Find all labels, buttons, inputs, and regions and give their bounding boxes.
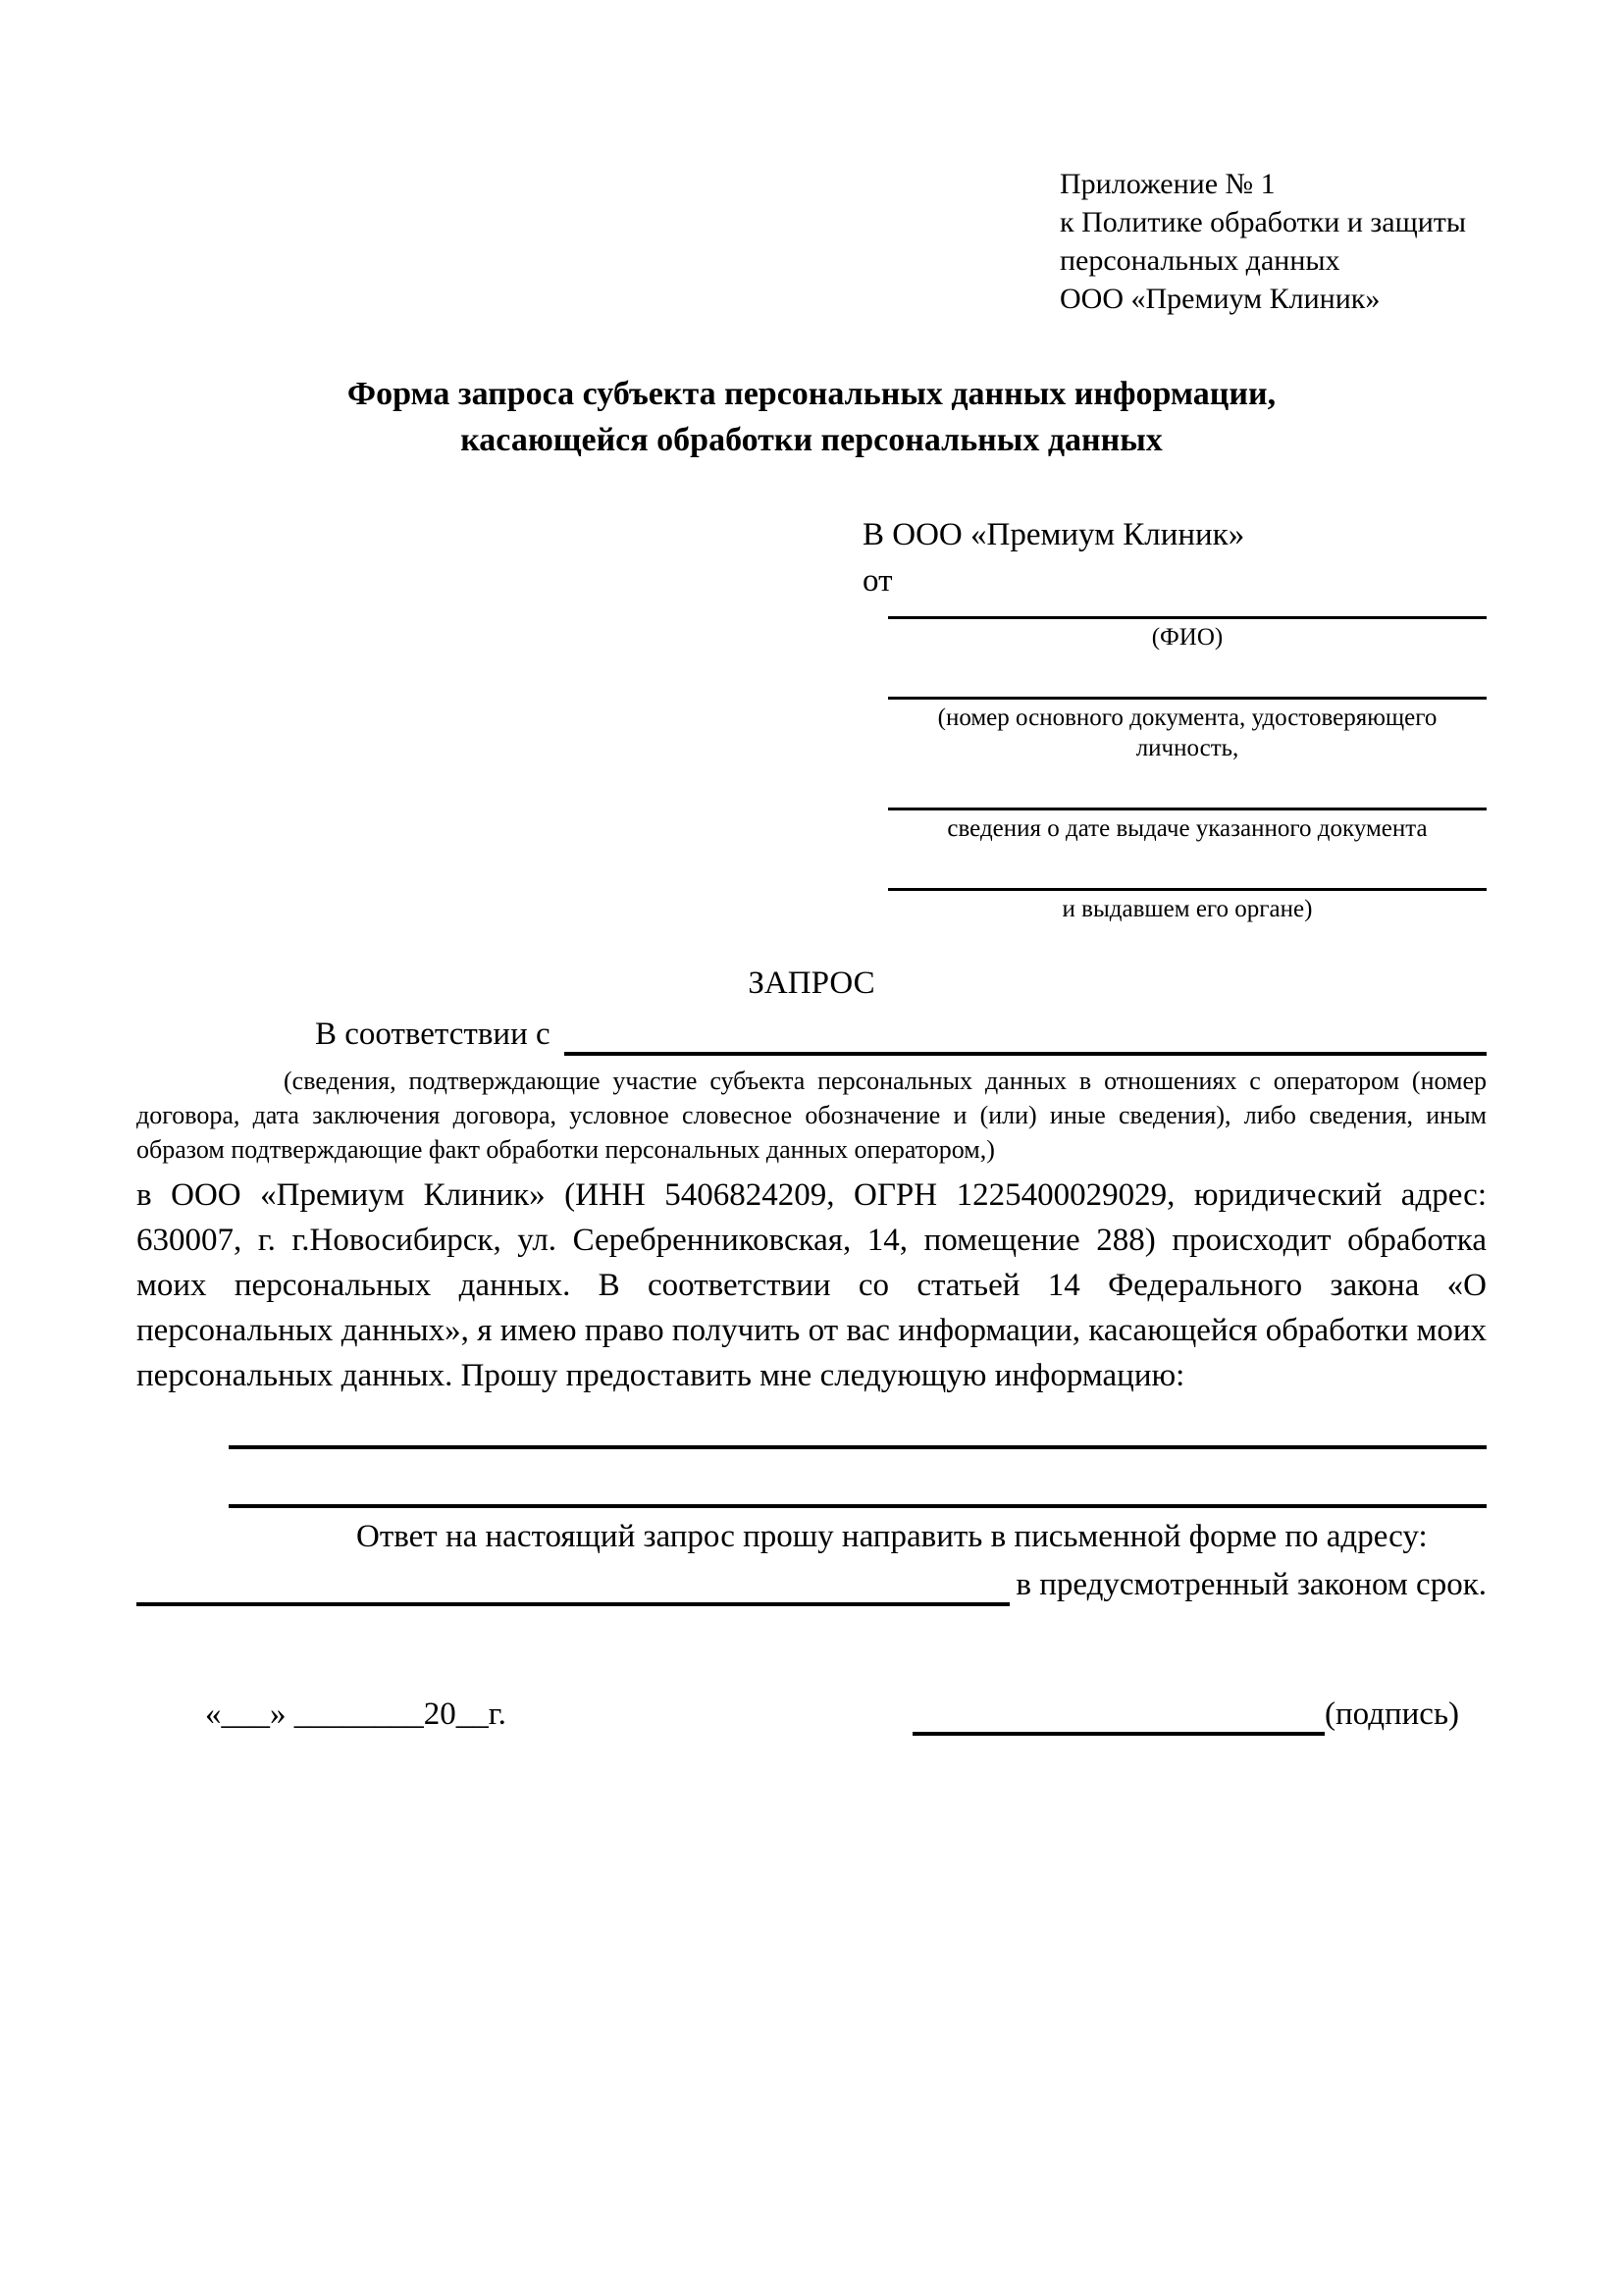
annex-line: Приложение № 1 (1060, 168, 1276, 200)
document-number-blank-line (888, 685, 1487, 700)
addressee-block (863, 512, 1487, 604)
reply-paragraph: Ответ на настоящий запрос прошу направить в письменной форме по адресу: (356, 1519, 1428, 1554)
document-title-line1: Форма запроса субъекта персональных данных информации, (346, 376, 1277, 412)
document-number-field (888, 685, 1487, 763)
addressee-from-label: от (863, 563, 893, 599)
issuing-authority-field (888, 876, 1487, 924)
addressee-to: В ООО «Премиум Клиник» (863, 517, 1245, 552)
issuing-authority-blank-line (888, 876, 1487, 891)
issue-date-field (888, 796, 1487, 844)
signature-row (136, 1693, 1487, 1736)
fio-blank-line (888, 604, 1487, 619)
lead-text: В соответствии с (315, 1017, 550, 1052)
issuing-authority-caption: и выдавшем его органе) (1062, 896, 1313, 922)
annex-line: к Политике обработки и защиты (1060, 206, 1467, 238)
address-blank-line (136, 1565, 1010, 1606)
signature-block (913, 1693, 1459, 1736)
request-heading: ЗАПРОС (748, 965, 875, 1001)
info-blank-line-2 (229, 1504, 1487, 1508)
signature-caption: (подпись) (1325, 1696, 1459, 1732)
reply-address-row (136, 1563, 1487, 1606)
annex-block (1060, 0, 1487, 318)
info-blank-line-1 (229, 1445, 1487, 1449)
lead-row (136, 1013, 1487, 1056)
reply-tail-text: в предусмотренный законом срок. (1016, 1567, 1487, 1602)
issue-date-caption: сведения о дате выдаче указанного документа (947, 815, 1428, 842)
document-number-caption: (номер основного документа, удостоверяющего личность, (937, 704, 1438, 761)
annex-line: ООО «Премиум Клиник» (1060, 283, 1381, 315)
signature-blank-line (913, 1695, 1325, 1736)
body-paragraph: в ООО «Премиум Клиник» (ИНН 5406824209, ОГРН 1225400029029, юридический адрес: 630007, г. г.Новосибирск, ул. Серебренниковская, 14, помещение 288) происходит обработка моих персональных данных. В соответствии со статьей 14 Федерального закона «О персональных данных», я имею право получить от вас информации, касающейся обработки моих персональных данных. Прошу предоставить мне следующую информацию: (136, 1177, 1487, 1393)
date-blank-text: «___» ________20__г. (205, 1696, 506, 1732)
addressee-fields (888, 604, 1487, 924)
document-title (136, 371, 1487, 463)
issue-date-blank-line (888, 796, 1487, 810)
fio-caption: (ФИО) (1151, 624, 1224, 651)
footnote-paragraph: (сведения, подтверждающие участие субъекта персональных данных в отношениях с оператором (номер договора, дата заключения договора, условное словесное обозначение и (или) иные сведения), либо сведения, иным образом подтверждающие факт обработки персональных данных оператором,) (136, 1067, 1487, 1164)
document-title-line2: касающейся обработки персональных данных (460, 422, 1163, 458)
lead-blank-line (564, 1015, 1487, 1056)
annex-line: персональных данных (1060, 244, 1340, 277)
fio-field (888, 604, 1487, 652)
